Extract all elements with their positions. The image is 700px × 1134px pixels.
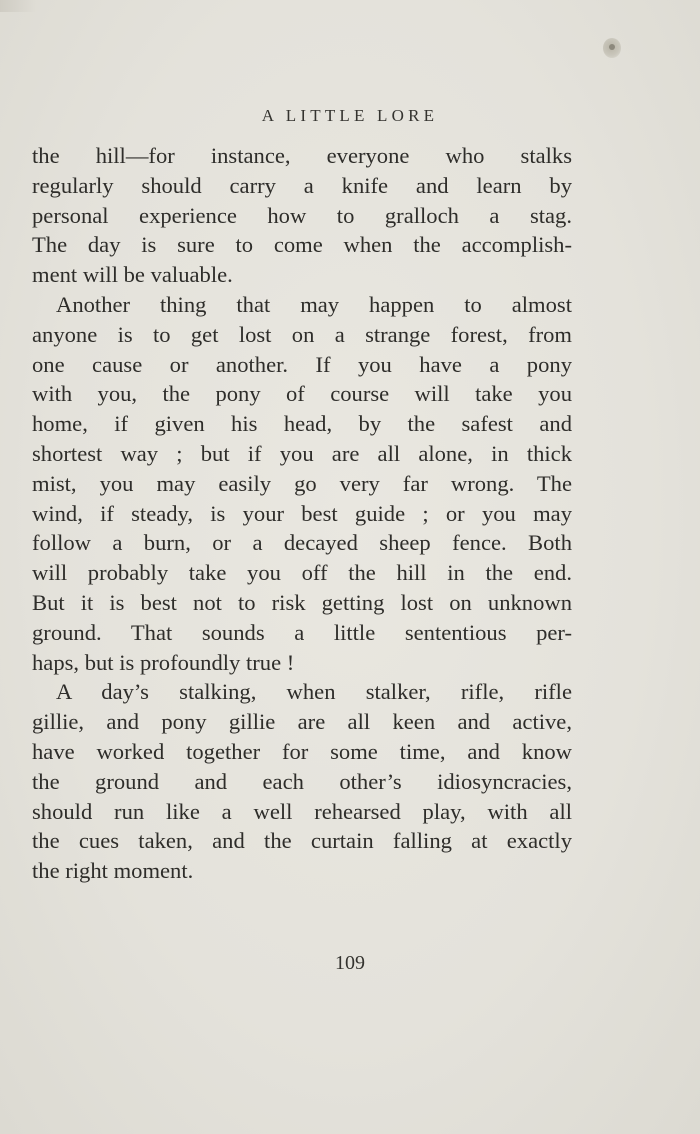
text-line: should run like a well rehearsed play, with all xyxy=(32,798,572,824)
text-line: have worked together for some time, and know xyxy=(32,738,572,764)
text-line: But it is best not to risk getting lost on unknown xyxy=(32,589,572,615)
text-line: shortest way ; but if you are all alone, in thick xyxy=(32,440,572,466)
text-line: the hill—for instance, everyone who stalks xyxy=(32,143,572,168)
text-line: regularly should carry a knife and learn by xyxy=(32,172,572,198)
text-line: mist, you may easily go very far wrong. The xyxy=(32,470,572,496)
text-line: The day is sure to come when the accomplish- xyxy=(32,232,572,258)
text-line: one cause or another. If you have a pony xyxy=(32,351,572,377)
text-line: anyone is to get lost on a strange forest, from xyxy=(32,321,572,347)
text-line: haps, but is profoundly true ! xyxy=(32,649,295,675)
paragraph xyxy=(32,141,572,290)
text-line: the cues taken, and the curtain falling at exactly xyxy=(32,828,572,854)
text-line: home, if given his head, by the safest and xyxy=(32,411,572,437)
text-line: the ground and each other’s idiosyncracies, xyxy=(32,768,572,794)
running-head: A LITTLE LORE xyxy=(261,106,439,125)
text-line: ment will be valuable. xyxy=(32,262,233,288)
text-line: ground. That sounds a little sententious per- xyxy=(32,619,572,645)
paragraph xyxy=(32,677,572,886)
text-line: Another thing that may happen to almost xyxy=(56,291,572,317)
paragraph xyxy=(32,290,572,677)
text-line: gillie, and pony gillie are all keen and active, xyxy=(32,709,572,735)
text-line: with you, the pony of course will take you xyxy=(32,381,572,407)
text-line: A day’s stalking, when stalker, rifle, rifle xyxy=(56,679,572,705)
page-corner-shadow xyxy=(0,0,36,12)
paper-blemish-mark xyxy=(609,44,615,50)
body-text xyxy=(32,141,572,886)
page-number: 109 xyxy=(335,952,365,974)
text-line: will probably take you off the hill in the end. xyxy=(32,560,572,586)
text-line: wind, if steady, is your best guide ; or you may xyxy=(32,500,572,526)
text-line: the right moment. xyxy=(32,858,194,884)
text-line: personal experience how to gralloch a stag. xyxy=(32,202,572,228)
text-line: follow a burn, or a decayed sheep fence. Both xyxy=(32,530,572,556)
